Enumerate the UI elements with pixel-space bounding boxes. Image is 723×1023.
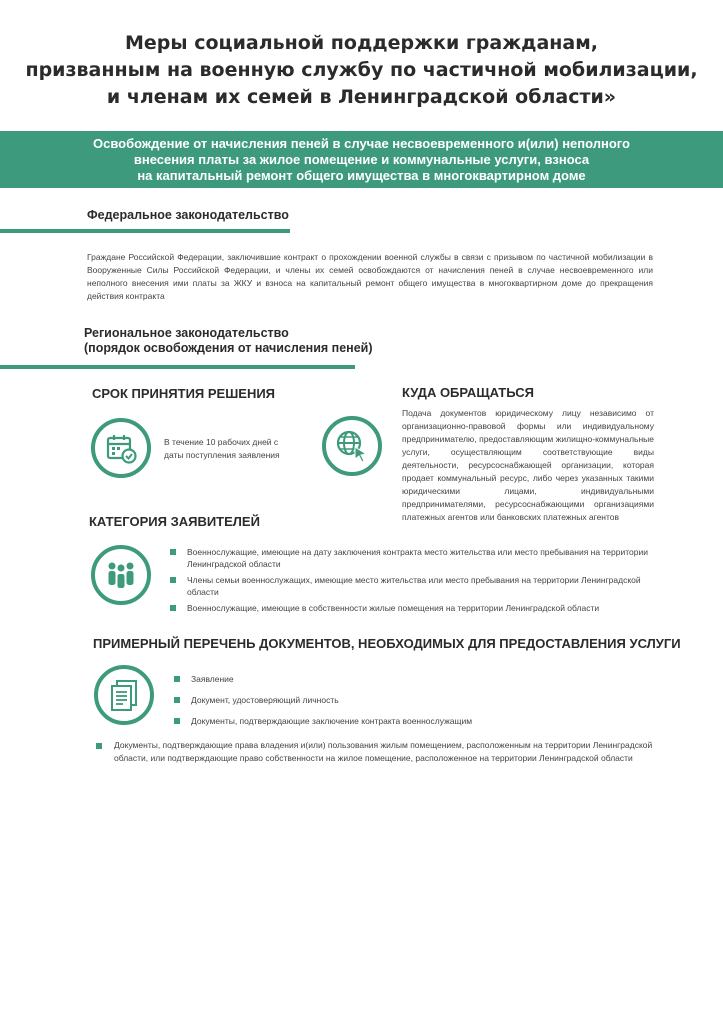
documents-list [171, 673, 611, 727]
banner-line: на капитальный ремонт общего имущества в многоквартирном доме [137, 168, 586, 183]
where-heading: КУДА ОБРАЩАТЬСЯ [402, 385, 534, 400]
federal-heading: Федеральное законодательство [87, 208, 289, 222]
regional-heading [84, 326, 373, 356]
deadline-text: В течение 10 рабочих дней с даты поступления заявления [164, 437, 280, 460]
documents-extra-bullet [96, 743, 102, 749]
calendar-check-icon [104, 431, 138, 465]
page-title [20, 30, 703, 111]
documents-icon-ring [94, 665, 154, 725]
banner-text [0, 131, 723, 184]
banner-line: внесения платы за жилое помещение и коммунальные услуги, взноса [133, 152, 590, 167]
list-item: Военнослужащие, имеющие в собственности жилые помещения на территории Ленинградской области [167, 602, 653, 614]
applicants-list [167, 546, 653, 614]
federal-text: Граждане Российской Федерации, заключившие контракт о прохождении военной службы в связи с призывом по частичной мобилизации в Вооруженные Силы Российской Федерации, и члены их семей освобождаются от начисления пеней в случае несвоевременного или неполного внесения ими платы за ЖКУ и взноса на капитальный ремонт общего имущества в многоквартирном доме до прекращения действия контракта [87, 252, 653, 301]
page-title-line: призванным на военную службу по частичной мобилизации, [25, 59, 698, 81]
page-title-line: Меры социальной поддержки гражданам, [125, 32, 598, 54]
regional-underline [0, 365, 355, 369]
federal-underline [0, 229, 290, 233]
regional-heading-line: Региональное законодательство [84, 326, 289, 340]
deadline-heading: СРОК ПРИНЯТИЯ РЕШЕНИЯ [92, 386, 276, 401]
page-title-line: и членам их семей в Ленинградской области» [106, 86, 617, 108]
list-item: Документы, подтверждающие заключение контракта военнослужащим [171, 715, 611, 727]
list-item: Члены семьи военнослужащих, имеющие место жительства или место пребывания на территории Ленинградской области [167, 574, 653, 598]
where-text: Подача документов юридическому лицу независимо от организационно-правовой формы или индивидуальному предпринимателю, предоставляющим жилищно-коммунальные услуги, осуществляющим соответствующие виды деятельности, ресурсоснабжающей организации, которая продает коммунальный ресурс, либо через указанных такими юридическими лицами, индивидуальными предпринимателями, ресурсоснабжающими организациями платежных агентов или банковских платежных агентов [402, 408, 654, 522]
documents-icon [107, 678, 141, 712]
documents-extra-text: Документы, подтверждающие права владения и(или) пользования жилым помещением, расположенным на территории Ленинградской области, или подтверждающие право собственности на жилое помещение, расположенное на территории Ленинградской области [114, 740, 653, 763]
deadline-icon-ring [91, 418, 151, 478]
applicants-heading: КАТЕГОРИЯ ЗАЯВИТЕЛЕЙ [89, 514, 260, 529]
list-item: Документ, удостоверяющий личность [171, 694, 611, 706]
documents-heading: ПРИМЕРНЫЙ ПЕРЕЧЕНЬ ДОКУМЕНТОВ, НЕОБХОДИМЫХ ДЛЯ ПРЕДОСТАВЛЕНИЯ УСЛУГИ [93, 636, 681, 651]
list-item: Заявление [171, 673, 611, 685]
people-group-icon [103, 559, 139, 591]
list-item: Военнослужащие, имеющие на дату заключения контракта место жительства или место пребывания на территории Ленинградской области [167, 546, 653, 570]
where-icon-ring [322, 416, 382, 476]
section-banner [0, 131, 723, 188]
globe-cursor-icon [334, 428, 370, 464]
banner-line: Освобождение от начисления пеней в случае несвоевременного и(или) неполного [92, 136, 630, 151]
applicants-icon-ring [91, 545, 151, 605]
regional-heading-line: (порядок освобождения от начисления пеней) [84, 341, 373, 355]
